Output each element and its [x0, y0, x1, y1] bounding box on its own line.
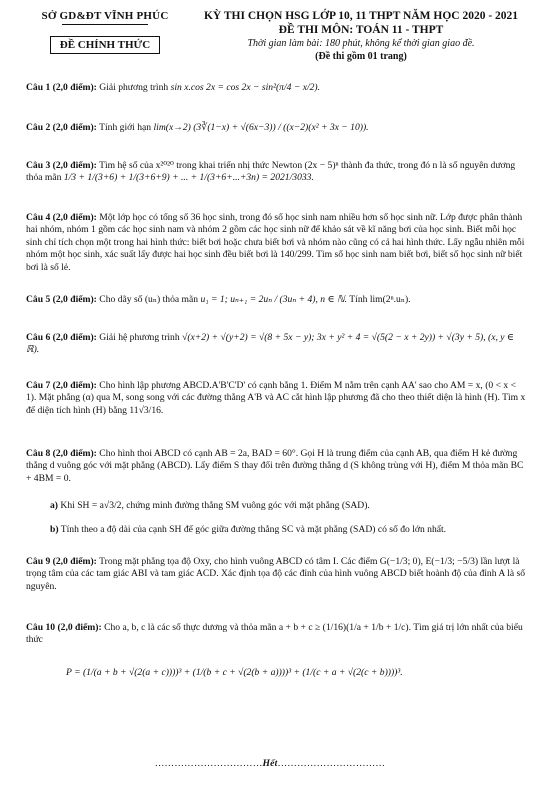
question-8	[26, 448, 526, 485]
question-math: √(x+2) + √(y+2) = √(8 + 5x − y); 3x + y² + 4 = √(5(2 − x + 2y)) + √(3y + 5), (x, y ∈ ℝ).	[26, 332, 515, 356]
question-label: Câu 10 (2,0 điểm):	[26, 622, 102, 633]
question-label: Câu 1 (2,0 điểm):	[26, 82, 97, 93]
question-tail: Tính lim(2ⁿ.uₙ).	[349, 294, 411, 305]
question-1	[26, 82, 526, 94]
part-text: Tính theo a độ dài của cạnh SH để góc giữa đường thẳng SC và mặt phẳng (SAD) có số đo lớn nhất.	[60, 524, 447, 535]
question-math: sin x.cos 2x = cos 2x − sin²(π/4 − x/2).	[170, 82, 321, 93]
end-marker	[120, 758, 420, 769]
end-word: Hết	[262, 758, 278, 769]
question-text: Giải phương trình	[99, 82, 169, 93]
question-text: Trong mặt phẳng tọa độ Oxy, cho hình vuông ABCD có tâm I. Các điểm G(−1/3; 0), E(−1/3; −5/3) lần lượt là trọng tâm của các tam giác ABI và tam giác ACD. Xác định tọa độ các đỉnh của hình vuông ABCD biết hoành độ của đỉnh A là số nguyên.	[26, 556, 526, 592]
question-8-part-a	[50, 500, 526, 512]
question-math: u₁ = 1; uₙ₊₁ = 2uₙ / (3uₙ + 4), n ∈ ℕ.	[200, 294, 348, 305]
question-text: Cho hình lập phương ABCD.A'B'C'D' có cạnh bằng 1. Điểm M nằm trên cạnh AA' sao cho AM = x, (0 < x < 1). Mặt phẳng (α) qua M, song song với các đường thẳng A'B và AC cắt hình lập phương đã cho theo thiết diện là hình (H). Tìm x để diện tích hình (H) bằng 11√3/16.	[26, 380, 526, 416]
question-label: Câu 5 (2,0 điểm):	[26, 294, 97, 305]
question-math: 1/3 + 1/(3+6) + 1/(3+6+9) + ... + 1/(3+6+...+3n) = 2021/3033.	[63, 172, 314, 184]
question-math: P = (1/(a + b + √(2(a + c))))³ + (1/(b + c + √(2(b + a))))³ + (1/(c + a + √(2(c + b))))³.	[66, 666, 403, 678]
question-label: Câu 3 (2,0 điểm):	[26, 160, 97, 171]
question-8-part-b	[50, 524, 526, 536]
department-underline	[62, 24, 148, 25]
question-text: Một lớp học có tổng số 36 học sinh, trong đó số học sinh nam nhiều hơn số học sinh nữ. Lớp được phân thành hai nhóm, nhóm 1 gồm các học sinh nam và nhóm 2 gồm các học sinh nữ để khảo sát về kĩ năng bơi của học sinh. Biết mỗi học sinh chỉ tích chọn một trong hai hình thức: biết bơi hoặc chưa biết bơi và nhóm nào cũng có cả hai hình thức. Lấy ngẫu nhiên mỗi nhóm một học sinh, xác suất lấy được hai học sinh đều biết bơi là 140/299. Tìm số học sinh nam biết bơi, biết số học sinh nữ biết bơi là số lẻ.	[26, 212, 525, 273]
header-right	[196, 10, 526, 62]
question-3	[26, 160, 526, 185]
question-7	[26, 380, 526, 417]
part-text: Khi SH = a√3/2, chứng minh đường thẳng SM vuông góc với mặt phẳng (SAD).	[60, 500, 370, 511]
question-10	[26, 622, 526, 679]
question-text: Cho hình thoi ABCD có cạnh AB = 2a, BAD = 60°. Gọi H là trung điểm của cạnh AB, qua điểm H kẻ đường thẳng d vuông góc với mặt phẳng (ABCD). Lấy điểm S thay đổi trên đường thẳng d (S không trùng với H), điểm M thỏa mãn BC + 4BM = 0.	[26, 448, 524, 484]
question-text: Giải hệ phương trình	[99, 332, 180, 343]
question-6	[26, 332, 526, 357]
time-note: Thời gian làm bài: 180 phút, không kể thời gian giao đề.	[247, 38, 475, 49]
exam-subject: ĐỀ THI MÔN: TOÁN 11 - THPT	[278, 24, 444, 36]
question-text: Tính giới hạn	[99, 122, 152, 133]
end-dots-right: ……………………………	[277, 758, 386, 769]
official-label-box: ĐỀ CHÍNH THỨC	[50, 36, 160, 54]
exam-title: KỲ THI CHỌN HSG LỚP 10, 11 THPT NĂM HỌC 2020 - 2021	[203, 10, 519, 22]
question-9	[26, 556, 526, 593]
department-name: SỞ GD&ĐT VĨNH PHÚC	[41, 10, 169, 22]
header-left	[30, 10, 180, 54]
question-label: Câu 8 (2,0 điểm):	[26, 448, 97, 459]
part-label: a)	[50, 500, 58, 511]
question-label: Câu 7 (2,0 điểm):	[26, 380, 97, 391]
question-text: Cho a, b, c là các số thực dương và thỏa mãn a + b + c ≥ (1/16)(1/a + 1/b + 1/c). Tìm giá trị lớn nhất của biểu thức	[26, 622, 523, 646]
end-dots-left: ……………………………	[154, 758, 263, 769]
question-label: Câu 6 (2,0 điểm):	[26, 332, 97, 343]
question-label: Câu 9 (2,0 điểm):	[26, 556, 97, 567]
question-5	[26, 294, 526, 306]
question-2	[26, 122, 526, 134]
question-math: lim(x→2) (3∛(1−x) + √(6x−3)) / ((x−2)(x² + 3x − 10)).	[153, 122, 369, 133]
pages-note: (Đề thi gồm 01 trang)	[315, 51, 407, 62]
question-4	[26, 212, 526, 274]
question-text: Tìm hệ số của x²⁰²⁰ trong khai triển nhị thức Newton (2x − 5)ⁿ thành đa thức, trong đó n là số nguyên dương thỏa mãn	[26, 160, 516, 184]
part-label: b)	[50, 524, 59, 535]
question-label: Câu 2 (2,0 điểm):	[26, 122, 97, 133]
question-label: Câu 4 (2,0 điểm):	[26, 212, 97, 223]
question-text: Cho dãy số (uₙ) thỏa mãn	[99, 294, 199, 305]
